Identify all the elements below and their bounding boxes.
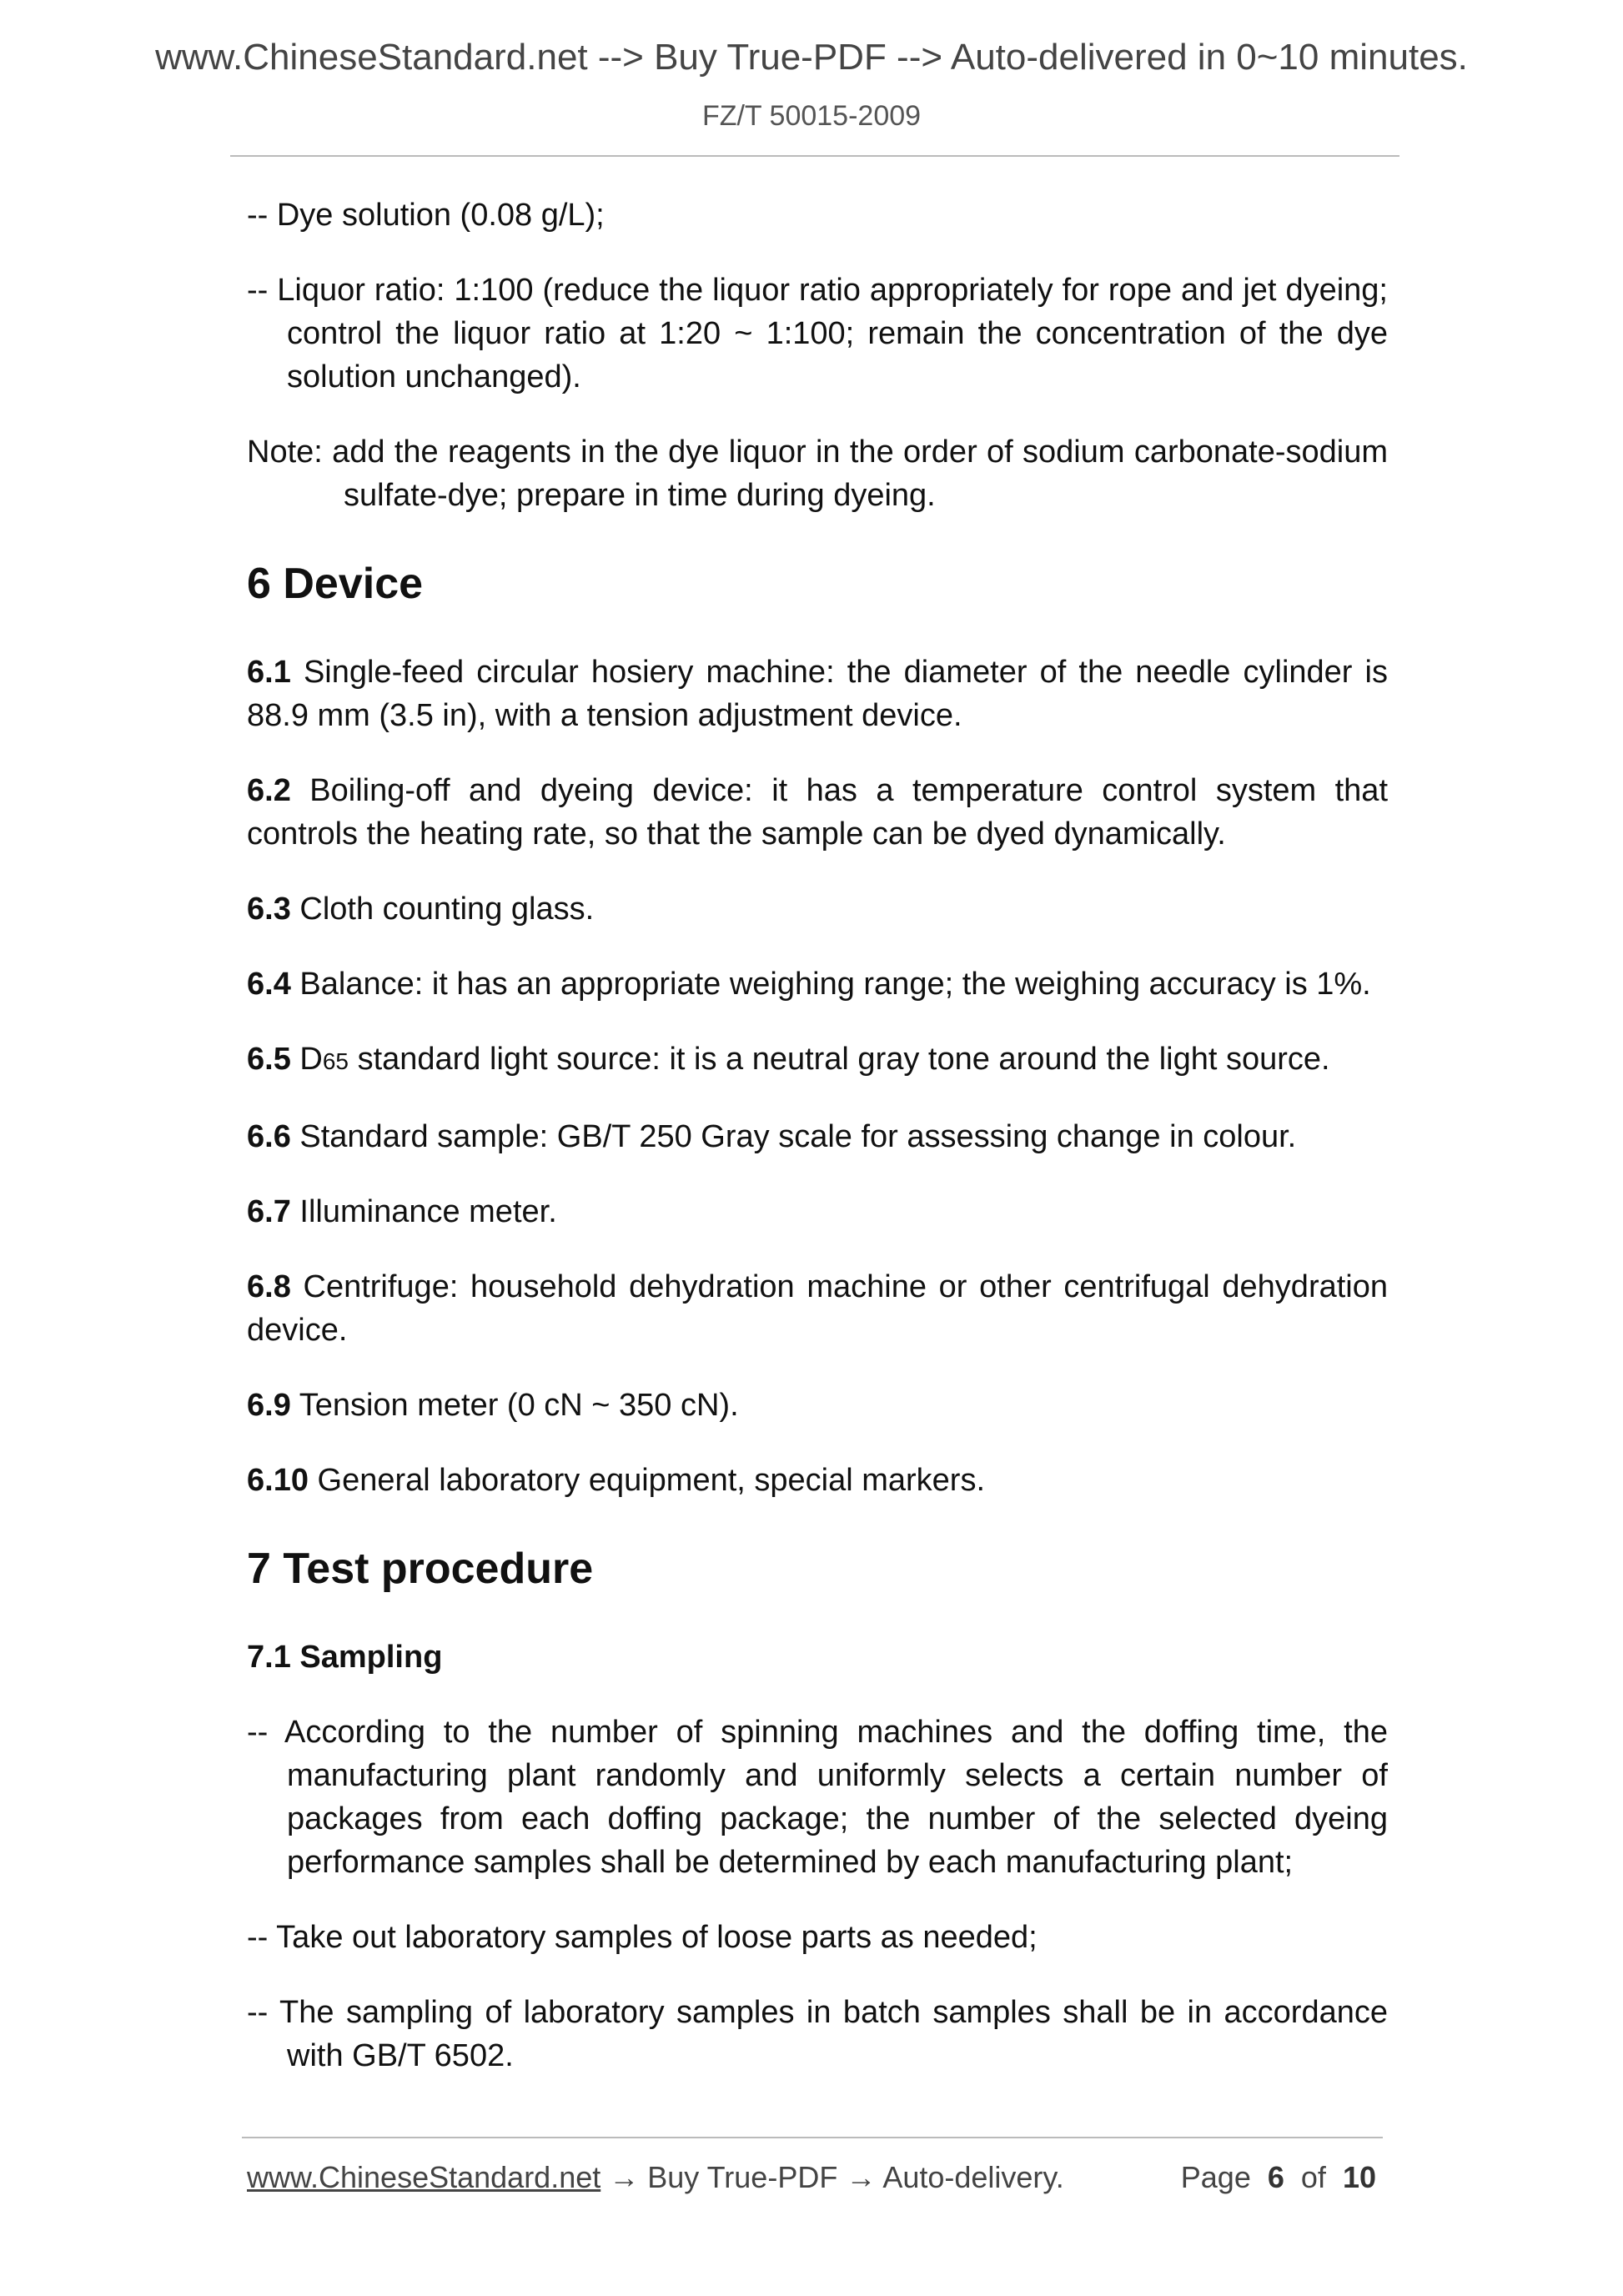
footer-left (247, 2160, 1064, 2195)
light-source-subscript: 65 (322, 1048, 349, 1074)
footer-tagline: → Buy True-PDF → Auto-delivery. (600, 2160, 1064, 2194)
header-banner: www.ChineseStandard.net --> Buy True-PDF --> Auto-delivered in 0~10 minutes. (155, 37, 1468, 78)
light-source-prefix: D (299, 1042, 323, 1077)
item-text: Illuminance meter. (299, 1194, 557, 1229)
device-item-6-4 (247, 962, 1388, 1006)
footer-divider (242, 2137, 1383, 2138)
item-text: Standard sample: GB/T 250 Gray scale for assessing change in colour. (299, 1119, 1297, 1154)
item-number: 6.9 (247, 1388, 291, 1423)
standard-code: FZ/T 50015-2009 (701, 100, 922, 132)
sampling-bullet-3: -- The sampling of laboratory samples in batch samples shall be in accordance with GB/T 6502. (247, 1995, 1388, 2073)
list-item-dye-solution: -- Dye solution (0.08 g/L); (247, 198, 605, 233)
item-number: 6.3 (247, 892, 291, 927)
item-number: 6.8 (247, 1269, 291, 1304)
section-heading-device: 6 Device (247, 560, 424, 608)
item-number: 6.4 (247, 967, 291, 1002)
item-number: 6.5 (247, 1042, 291, 1077)
page-current: 6 (1267, 2160, 1284, 2194)
item-text: standard light source: it is a neutral gray tone around the light source. (357, 1042, 1330, 1077)
item-text: Centrifuge: household dehydration machine or other centrifugal dehydration device. (247, 1269, 1388, 1348)
page-label: Page (1180, 2160, 1251, 2194)
item-number: 6.2 (247, 773, 291, 808)
page-footer (247, 2160, 1376, 2195)
liquor-ratio-text: -- Liquor ratio: 1:100 (reduce the liquor ratio appropriately for rope and jet (247, 273, 1277, 308)
item-number: 6.6 (247, 1119, 291, 1154)
item-number: 6.10 (247, 1463, 309, 1498)
device-item-6-3 (247, 887, 1388, 931)
device-item-6-10 (247, 1459, 1388, 1502)
device-item-6-9 (247, 1384, 1388, 1427)
note-paragraph: Note: add the reagents in the dye liquor in the order of sodium carbonate-sodium sulfate-dye; prepare in time during dyeing. (247, 435, 1388, 513)
footer-website-link[interactable]: www.ChineseStandard.net (247, 2160, 601, 2194)
device-item-6-2 (247, 769, 1388, 856)
subsection-heading-sampling: 7.1 Sampling (247, 1640, 443, 1675)
item-text: General laboratory equipment, special markers. (317, 1463, 986, 1498)
header-divider (230, 155, 1399, 157)
item-number: 6.1 (247, 655, 291, 690)
liquor-ratio-text-cont: dyeing; control the liquor ratio at 1:20 ~ 1:100; remain the concentration of the dye solution unchanged). (287, 273, 1388, 394)
item-number: 6.7 (247, 1194, 291, 1229)
device-item-6-1 (247, 651, 1388, 737)
page-indicator (1181, 2160, 1376, 2195)
item-text: Balance: it has an appropriate weighing range; the weighing accuracy is 1%. (299, 967, 1371, 1002)
device-item-6-5 (247, 1037, 1388, 1083)
item-text: Cloth counting glass. (299, 892, 595, 927)
device-item-6-6 (247, 1115, 1388, 1158)
device-item-6-8 (247, 1265, 1388, 1352)
device-item-6-7 (247, 1190, 1388, 1233)
of-label: of (1300, 2160, 1326, 2194)
page-total: 10 (1342, 2160, 1376, 2194)
document-body (247, 193, 1388, 2077)
item-text: Tension meter (0 cN ~ 350 cN). (299, 1388, 739, 1423)
sampling-bullet-2: -- Take out laboratory samples of loose parts as needed; (247, 1920, 1038, 1955)
list-item-liquor-ratio (247, 269, 1388, 399)
item-text: Single-feed circular hosiery machine: the diameter of the needle cylinder is 88.9 mm (3.5 in), with a tension adjustment device. (247, 655, 1388, 733)
section-heading-test-procedure: 7 Test procedure (247, 1545, 594, 1593)
sampling-bullet-1: -- According to the number of spinning machines and the doffing time, the manufacturing plant randomly and uniformly selects a certain number of packages from each doffing package; the number of the selected dyeing performance samples shall be determined by each manufacturing plant; (247, 1715, 1388, 1880)
item-text: Boiling-off and dyeing device: it has a temperature control system that controls the heating rate, so that the sample can be dyed dynamically. (247, 773, 1389, 852)
